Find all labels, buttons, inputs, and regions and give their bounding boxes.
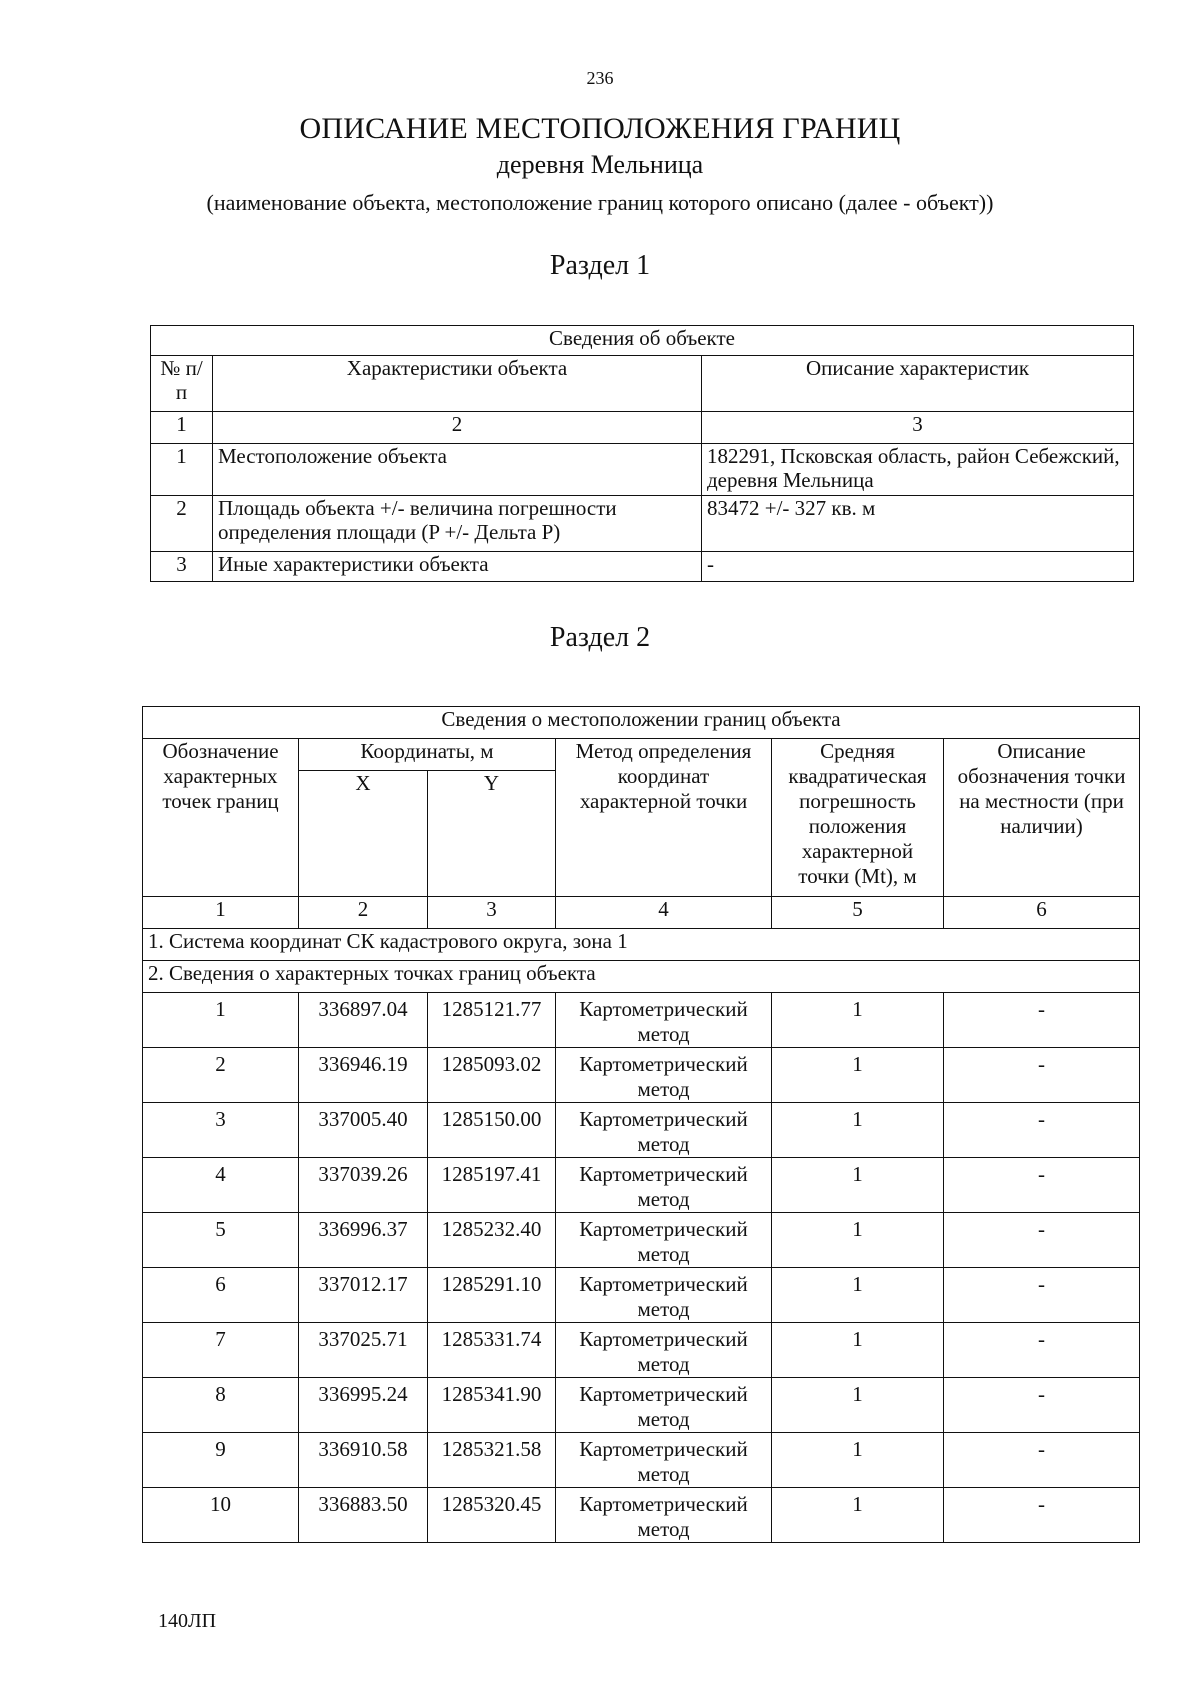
boundary-points-table	[142, 706, 1140, 1543]
col-number: 3	[428, 897, 556, 929]
col-number: 1	[151, 412, 213, 444]
footer-code: 140ЛП	[158, 1610, 217, 1632]
row-num: 1	[151, 444, 213, 496]
point-number-cell: 7	[143, 1323, 299, 1378]
table-row	[143, 1378, 1140, 1433]
method-cell: Картометрический метод	[556, 1378, 772, 1433]
col-number: 2	[299, 897, 428, 929]
row-num: 3	[151, 552, 213, 582]
point-number-cell: 9	[143, 1433, 299, 1488]
x-coordinate-cell: 336995.24	[299, 1378, 428, 1433]
point-number-cell: 3	[143, 1103, 299, 1158]
document-title: ОПИСАНИЕ МЕСТОПОЛОЖЕНИЯ ГРАНИЦ	[299, 112, 901, 145]
method-cell: Картометрический метод	[556, 1268, 772, 1323]
col-number: 1	[143, 897, 299, 929]
method-cell: Картометрический метод	[556, 993, 772, 1048]
mt-cell: 1	[772, 1323, 944, 1378]
point-description-cell: -	[944, 1323, 1140, 1378]
point-description-cell: -	[944, 1433, 1140, 1488]
header-method: Метод определения координат характерной точки	[556, 739, 772, 897]
y-coordinate-cell: 1285093.02	[428, 1048, 556, 1103]
x-coordinate-cell: 337005.40	[299, 1103, 428, 1158]
mt-cell: 1	[772, 1378, 944, 1433]
point-number-cell: 2	[143, 1048, 299, 1103]
point-number-cell: 4	[143, 1158, 299, 1213]
table-row	[143, 1433, 1140, 1488]
mt-cell: 1	[772, 993, 944, 1048]
table-row	[143, 993, 1140, 1048]
y-coordinate-cell: 1285121.77	[428, 993, 556, 1048]
mt-cell: 1	[772, 1103, 944, 1158]
table-row	[143, 1268, 1140, 1323]
coordinate-system-row: 1. Система координат СК кадастрового округа, зона 1	[143, 929, 1140, 961]
row-description: 182291, Псковская область, район Себежский, деревня Мельница	[702, 444, 1134, 496]
object-info-table-title: Сведения об объекте	[151, 326, 1134, 356]
point-description-cell: -	[944, 993, 1140, 1048]
mt-cell: 1	[772, 1488, 944, 1543]
mt-cell: 1	[772, 1213, 944, 1268]
points-section-row: 2. Сведения о характерных точках границ объекта	[143, 961, 1140, 993]
col-number: 4	[556, 897, 772, 929]
point-number-cell: 10	[143, 1488, 299, 1543]
row-num: 2	[151, 496, 213, 552]
table-row	[143, 1048, 1140, 1103]
mt-cell: 1	[772, 1433, 944, 1488]
header-description: Описание характеристик	[702, 356, 1134, 412]
y-coordinate-cell: 1285150.00	[428, 1103, 556, 1158]
header-error: Средняя квадратическая погрешность положения характерной точки (Mt), м	[772, 739, 944, 897]
mt-cell: 1	[772, 1048, 944, 1103]
point-number-cell: 8	[143, 1378, 299, 1433]
x-coordinate-cell: 336883.50	[299, 1488, 428, 1543]
col-number: 2	[213, 412, 702, 444]
point-number-cell: 1	[143, 993, 299, 1048]
mt-cell: 1	[772, 1268, 944, 1323]
object-caption: (наименование объекта, местоположение границ которого описано (далее - объект))	[206, 190, 994, 215]
x-coordinate-cell: 337025.71	[299, 1323, 428, 1378]
y-coordinate-cell: 1285331.74	[428, 1323, 556, 1378]
y-coordinate-cell: 1285291.10	[428, 1268, 556, 1323]
point-number-cell: 5	[143, 1213, 299, 1268]
point-number-cell: 6	[143, 1268, 299, 1323]
section2-title: Раздел 2	[549, 622, 651, 653]
table-row	[143, 1158, 1140, 1213]
x-coordinate-cell: 336996.37	[299, 1213, 428, 1268]
x-coordinate-cell: 336897.04	[299, 993, 428, 1048]
header-point-description: Описание обозначения точки на местности (при наличии)	[944, 739, 1140, 897]
table-row	[143, 1103, 1140, 1158]
row-description: -	[702, 552, 1134, 582]
x-coordinate-cell: 337012.17	[299, 1268, 428, 1323]
page-number: 236	[586, 68, 614, 88]
point-description-cell: -	[944, 1213, 1140, 1268]
col-number: 5	[772, 897, 944, 929]
method-cell: Картометрический метод	[556, 1433, 772, 1488]
method-cell: Картометрический метод	[556, 1213, 772, 1268]
col-number: 3	[702, 412, 1134, 444]
col-number: 6	[944, 897, 1140, 929]
header-point: Обозначение характерных точек границ	[143, 739, 299, 897]
y-coordinate-cell: 1285232.40	[428, 1213, 556, 1268]
y-coordinate-cell: 1285341.90	[428, 1378, 556, 1433]
x-coordinate-cell: 336910.58	[299, 1433, 428, 1488]
method-cell: Картометрический метод	[556, 1158, 772, 1213]
point-description-cell: -	[944, 1103, 1140, 1158]
x-coordinate-cell: 337039.26	[299, 1158, 428, 1213]
row-description: 83472 +/- 327 кв. м	[702, 496, 1134, 552]
header-y: Y	[428, 771, 556, 897]
header-coordinates: Координаты, м	[299, 739, 556, 771]
section1-title: Раздел 1	[549, 250, 651, 281]
object-info-table	[150, 325, 1134, 582]
table-row	[151, 444, 1134, 496]
row-characteristic: Площадь объекта +/- величина погрешности определения площади (P +/- Дельта P)	[213, 496, 702, 552]
method-cell: Картометрический метод	[556, 1323, 772, 1378]
row-characteristic: Иные характеристики объекта	[213, 552, 702, 582]
point-description-cell: -	[944, 1488, 1140, 1543]
point-description-cell: -	[944, 1158, 1140, 1213]
mt-cell: 1	[772, 1158, 944, 1213]
x-coordinate-cell: 336946.19	[299, 1048, 428, 1103]
table-row	[151, 552, 1134, 582]
y-coordinate-cell: 1285197.41	[428, 1158, 556, 1213]
point-description-cell: -	[944, 1048, 1140, 1103]
method-cell: Картометрический метод	[556, 1048, 772, 1103]
y-coordinate-cell: 1285321.58	[428, 1433, 556, 1488]
boundary-table-title: Сведения о местоположении границ объекта	[143, 707, 1140, 739]
header-characteristics: Характеристики объекта	[213, 356, 702, 412]
table-row	[143, 1213, 1140, 1268]
table-row	[143, 1488, 1140, 1543]
method-cell: Картометрический метод	[556, 1103, 772, 1158]
point-description-cell: -	[944, 1378, 1140, 1433]
method-cell: Картометрический метод	[556, 1488, 772, 1543]
y-coordinate-cell: 1285320.45	[428, 1488, 556, 1543]
object-name: деревня Мельница	[496, 150, 704, 179]
table-row	[143, 1323, 1140, 1378]
row-characteristic: Местоположение объекта	[213, 444, 702, 496]
table-row	[151, 496, 1134, 552]
header-num: № п/п	[151, 356, 213, 412]
point-description-cell: -	[944, 1268, 1140, 1323]
header-x: X	[299, 771, 428, 897]
